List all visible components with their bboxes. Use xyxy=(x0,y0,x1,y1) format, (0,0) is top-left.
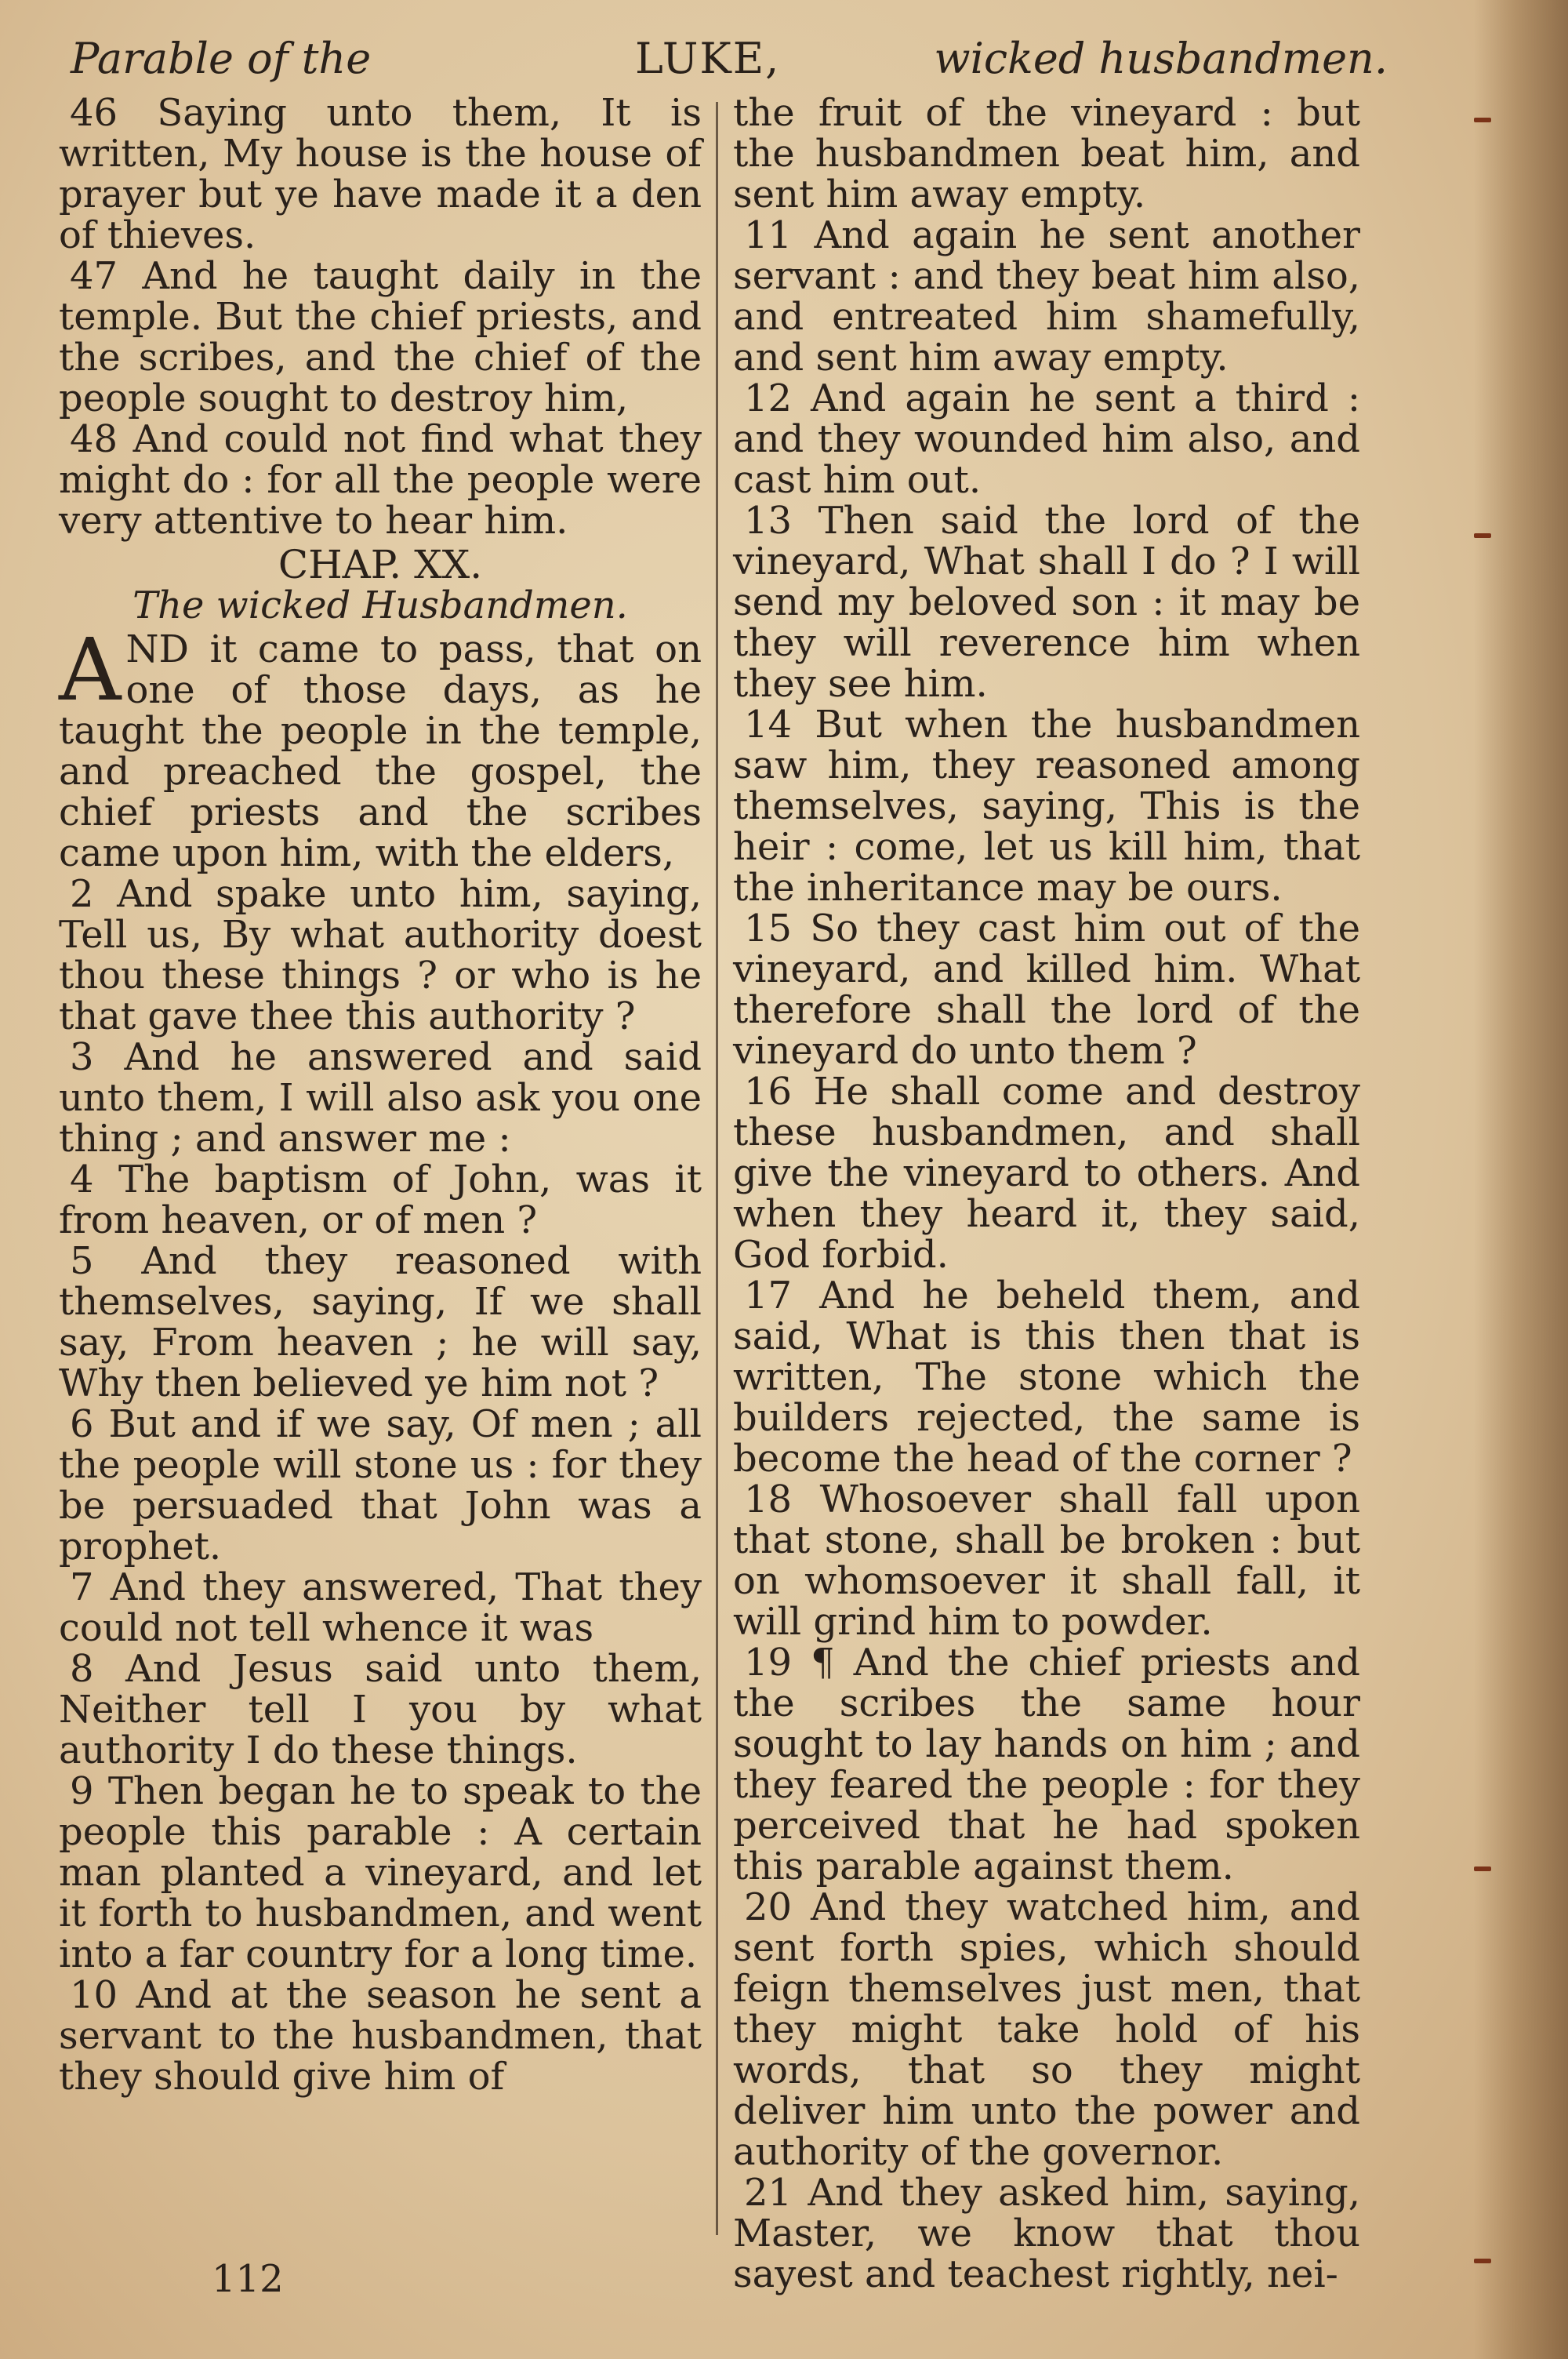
verse: 19 ¶ And the chief priests and the scribes the same hour sought to lay hands on him ; and they feared the people : for they perceived that he had spoken this parable against them. xyxy=(733,1641,1360,1888)
verse: 14 But when the husbandmen saw him, they reasoned among themselves, saying, This is the heir : come, let us kill him, that the inheritance may be ours. xyxy=(733,703,1360,910)
verse: 13 Then said the lord of the vineyard, What shall I do ? I will send my beloved son : it may be they will reverence him when they see him. xyxy=(733,499,1360,706)
chapter-subheading: The wicked Husbandmen. xyxy=(132,583,628,627)
verse: 11 And again he sent another servant : and they beat him also, and entreated him shamefully, and sent him away empty. xyxy=(733,213,1360,380)
verse: 7 And they answered, That they could not tell whence it was xyxy=(59,1565,702,1650)
left-column xyxy=(59,93,702,2097)
right-column xyxy=(733,93,1360,2295)
verse: 9 Then began he to speak to the people this parable : A certain man planted a vineyard, and let it forth to husbandmen, and went into a far country for a long time. xyxy=(59,1769,702,1976)
verse: 12 And again he sent a third : and they wounded him also, and cast him out. xyxy=(733,376,1360,502)
chapter-heading: CHAP. XX. xyxy=(278,542,483,587)
verse: 21 And they asked him, saying, Master, we know that thou sayest and teachest rightly, nei- xyxy=(733,2171,1360,2296)
page-edge-mark xyxy=(1474,533,1491,538)
page-edge-mark xyxy=(1474,118,1491,122)
verse: 46 Saying unto them, It is written, My house is the house of prayer but ye have made it a den of thieves. xyxy=(59,91,702,257)
drop-cap: A xyxy=(59,620,122,720)
running-head xyxy=(71,33,1388,88)
verse: 10 And at the season he sent a servant to the husbandmen, that they should give him of xyxy=(59,1973,702,2099)
running-head-left: Parable of the xyxy=(71,34,372,83)
verse: 6 But and if we say, Of men ; all the people will stone us : for they be persuaded that John was a prophet. xyxy=(59,1402,702,1568)
verse-continued: the fruit of the vineyard : but the husbandmen beat him, and sent him away empty. xyxy=(733,91,1360,216)
verse-first xyxy=(59,620,702,875)
verse-first-text: ND it came to pass, that on one of those days, as he taught the people in the temple, and preached the gospel, the chief priests and the scribes came upon him, with the elders, xyxy=(59,627,702,875)
page-edge-shadow xyxy=(1474,0,1568,2359)
page-edge-mark xyxy=(1474,2259,1491,2263)
verse: 4 The baptism of John, was it from heaven, or of men ? xyxy=(59,1158,702,1242)
column-divider xyxy=(716,102,718,2235)
page-edge-mark xyxy=(1474,1866,1491,1871)
verse: 8 And Jesus said unto them, Neither tell I you by what authority I do these things. xyxy=(59,1647,702,1772)
verse: 47 And he taught daily in the temple. But the chief priests, and the scribes, and the chief of the people sought to destroy him, xyxy=(59,254,702,420)
running-head-right: wicked husbandmen. xyxy=(934,34,1388,83)
verse: 17 And he beheld them, and said, What is this then that is written, The stone which the builders rejected, the same is become the head of the corner ? xyxy=(733,1274,1360,1481)
running-head-book: LUKE, xyxy=(635,34,781,83)
verse: 3 And he answered and said unto them, I will also ask you one thing ; and answer me : xyxy=(59,1035,702,1161)
verse: 18 Whosoever shall fall upon that stone, shall be broken : but on whomsoever it shall fall, it will grind him to powder. xyxy=(733,1478,1360,1644)
verse: 5 And they reasoned with themselves, saying, If we shall say, From heaven ; he will say, Why then believed ye him not ? xyxy=(59,1239,702,1405)
verse: 48 And could not find what they might do : for all the people were very attentive to hear him. xyxy=(59,417,702,543)
verse: 2 And spake unto him, saying, Tell us, By what authority doest thou these things ? or who is he that gave thee this authority ? xyxy=(59,872,702,1038)
verse: 16 He shall come and destroy these husbandmen, and shall give the vineyard to others. And when they heard it, they said, God forbid. xyxy=(733,1070,1360,1277)
verse: 20 And they watched him, and sent forth spies, which should feign themselves just men, that they might take hold of his words, that so they might deliver him unto the power and authority of the governor. xyxy=(733,1885,1360,2174)
page-number: 112 xyxy=(212,2257,284,2301)
verse: 15 So they cast him out of the vineyard, and killed him. What therefore shall the lord of the vineyard do unto them ? xyxy=(733,907,1360,1073)
